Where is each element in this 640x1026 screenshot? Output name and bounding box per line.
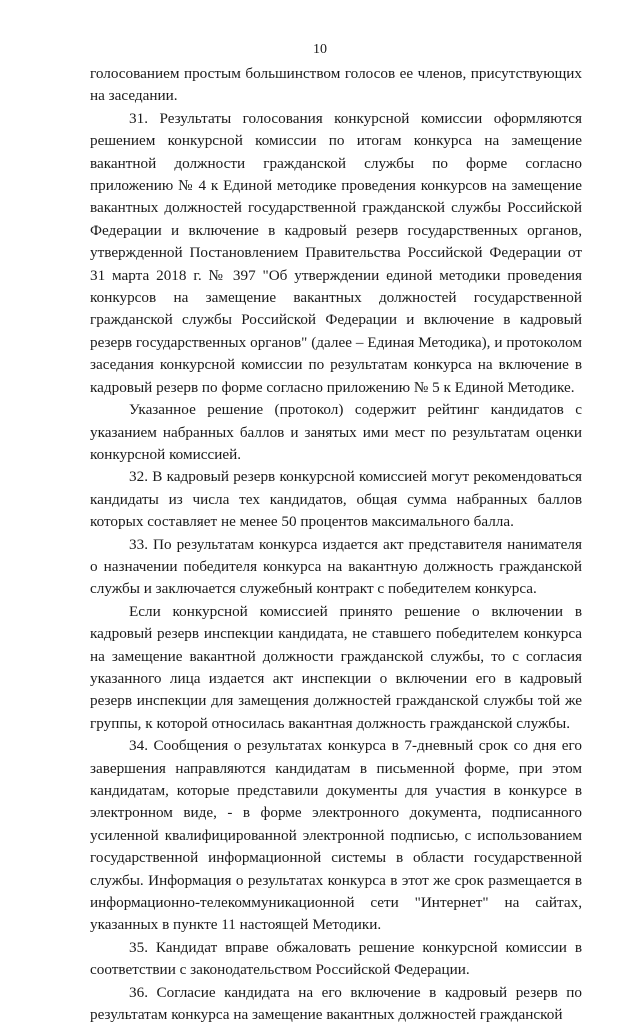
paragraph-32: 32. В кадровый резерв конкурсной комиссией могут рекомендоваться кандидаты из числа тех кандидатов, общая сумма набранных баллов которых составляет не менее 50 процентов максимального балла. [90, 468, 582, 531]
paragraph-36: 36. Согласие кандидата на его включение в кадровый резерв по результатам конкурса на замещение вакантных должностей гражданской [90, 983, 582, 1024]
paragraph-33-reserve: Если конкурсной комиссией принято решение о включении в кадровый резерв инспекции кандидата, не ставшего победителем конкурса на замещение вакантной должности гражданской службы, то с согласия указанного лица издается акт инспекции о включении его в кадровый резерв инспекции для замещения должностей гражданской службы той же группы, к которой относилась вакантная должность гражданской службы. [90, 602, 582, 732]
paragraph-35: 35. Кандидат вправе обжаловать решение конкурсной комиссии в соответствии с законодательством Российской Федерации. [90, 938, 582, 979]
paragraph-31: 31. Результаты голосования конкурсной комиссии оформляются решением конкурсной комиссии по итогам конкурса на замещение вакантной должности гражданской службы по форме согласно приложению № 4 к Единой методике проведения конкурсов на замещение вакантных должностей государственной гражданской службы Российской Федерации и включение в кадровый резерв государственных органов, утвержденной Постановлением Правительства Российской Федерации от 31 марта 2018 г. № 397 "Об утверждении единой методики проведения конкурсов на замещение вакантных должностей государственной гражданской службы Российской Федерации и включение в кадровый резерв государственных органов" (далее – Единая Методика), и протоколом заседания конкурсной комиссии по результатам конкурса на включение в кадровый резерв по форме согласно приложению № 5 к Единой Методике. [90, 109, 582, 396]
paragraph-33: 33. По результатам конкурса издается акт представителя нанимателя о назначении победителя конкурса на вакантную должность гражданской службы и заключается служебный контракт с победителем конкурса. [90, 535, 582, 598]
paragraph-34: 34. Сообщения о результатах конкурса в 7-дневный срок со дня его завершения направляются кандидатам в письменной форме, при этом кандидатам, которые представили документы для участия в конкурсе в электронном виде, - в форме электронного документа, подписанного усиленной квалифицированной электронной подписью, с использованием государственной информационной системы в области государственной службы. Информация о результатах конкурса в этот же срок размещается в информационно-телекоммуникационной сети "Интернет" на сайтах, указанных в пункте 11 настоящей Методики. [90, 737, 582, 934]
document-body [90, 63, 582, 1026]
paragraph-continuation: голосованием простым большинством голосов ее членов, присутствующих на заседании. [90, 65, 582, 105]
page-number: 10 [313, 42, 327, 57]
paragraph-31-rating: Указанное решение (протокол) содержит рейтинг кандидатов с указанием набранных баллов и занятых ими мест по результатам оценки конкурсной комиссией. [90, 401, 582, 463]
